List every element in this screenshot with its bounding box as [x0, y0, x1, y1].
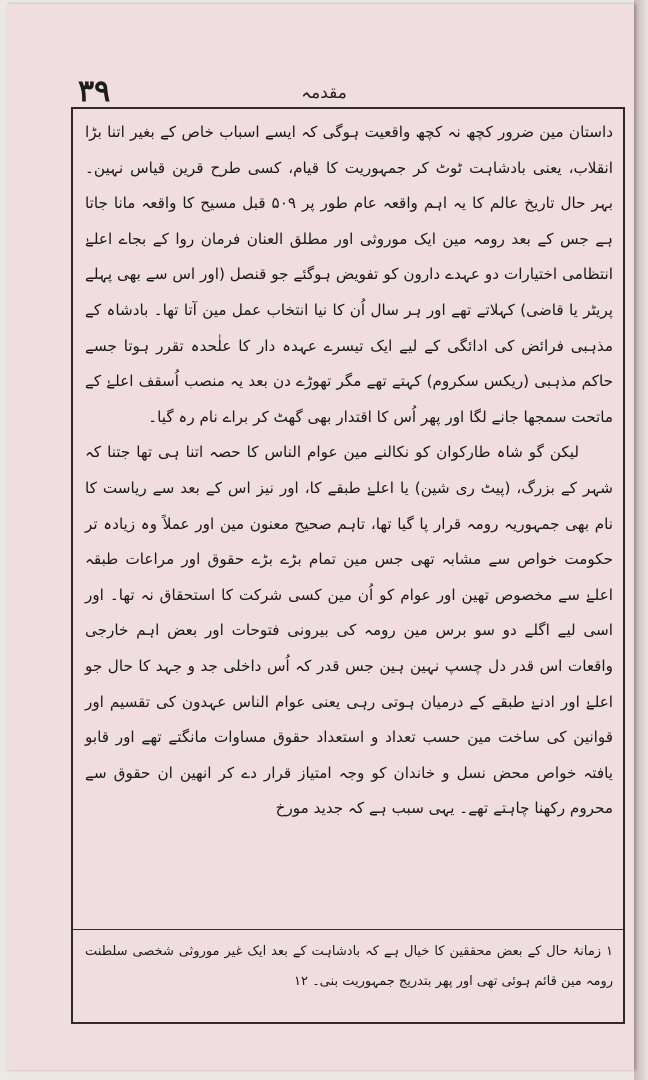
page-number: ۳۹ — [78, 74, 111, 109]
footnote: ۱ زمانۂ حال کے بعض محققین کا خیال ہے کہ بادشاہت کے بعد ایک غیر موروثی شخصی سلطنت رومہ مین قائم ہوئی تھی اور پھر بتدریج جمہوریت بنی۔ ۱۲ — [85, 944, 613, 989]
paragraph-2: لیکن گو شاہ طارکوان کو نکالنے مین عوام الناس کا حصہ اتنا ہی تھا جتنا کہ شہر کے بزرگ، (پیٹ ری شین) یا اعلےٰ طبقے کا، اور نیز اس کے بعد سے ریاست کا نام بھی جمہوریہ رومہ قرار پا گیا تھا، تاہم صحیح معنون مین اور عملاً وہ زیادہ تر حکومت خواص سے مشابہ تھی جس مین تمام بڑے بڑے حقوق اور مراعات طبقہ اعلےٰ سے مخصوص تھین اور عوام کو اُن مین کسی شرکت کا استحقاق نہ تھا۔ اور اسی لیے اگلے دو سو برس مین رومہ کی بیرونی فتوحات اور بعض اہم خارجی واقعات اس قدر دل چسپ نہین ہین جس قدر کہ اُس داخلی جد و جہد کا حال جو اعلےٰ اور ادنےٰ طبقے کے درمیان ہوتی رہی یعنی عوام الناس عہدون کی تقسیم اور قوانین کی ساخت مین حسب تعداد و استعداد حقوق مساوات مانگتے تھے اور قابو یافتہ خواص محض نسل و خاندان کو وجہ امتیاز قرار دے کر انھین ان حقوق سے محروم رکھنا چاہتے تھے۔ یہی سبب ہے کہ جدید مورخ — [85, 443, 613, 818]
paragraph-1: داستان مین ضرور کچھ نہ کچھ واقعیت ہوگی کہ ایسے اسباب خاص کے بغیر اتنا بڑا انقلاب، یعنی بادشاہت ٹوٹ کر جمہوریت کا قیام، کسی طرح قرین قیاس نہین۔ بہر حال تاریخ عالم کا یہ اہم واقعہ عام طور پر ۵۰۹ قبل مسیح کا واقعہ مانا جاتا ہے جس کے بعد رومہ مین ایک موروثی اور مطلق العنان فرمان روا کے بجاے اعلےٰ انتظامی اختیارات دو عہدے دارون کو تفویض ہوگئے جو قنصل (اور اس سے بھی پہلے پریٹر یا قاضی) کہلاتے تھے اور ہر سال اُن کا نیا انتخاب عمل مین آتا تھا۔ بادشاہ کے مذہبی فرائض کی ادائگی کے لیے ایک تیسرے عہدہ دار کا علٰحدہ تقرر ہوتا جسے حاکم مذہبی (ریکس سکروم) کہتے تھے مگر تھوڑے دن بعد یہ منصب اُسقف اعلےٰ کے ماتحت سمجھا جانے لگا اور پھر اُس کا اقتدار بھی گھٹ کر براے نام رہ گیا۔ — [85, 123, 613, 426]
text-frame — [71, 107, 625, 1024]
page-edge-shadow — [634, 0, 648, 1080]
running-title: مقدمہ — [301, 83, 347, 103]
footnote-divider — [73, 929, 623, 930]
body-text — [85, 115, 613, 827]
